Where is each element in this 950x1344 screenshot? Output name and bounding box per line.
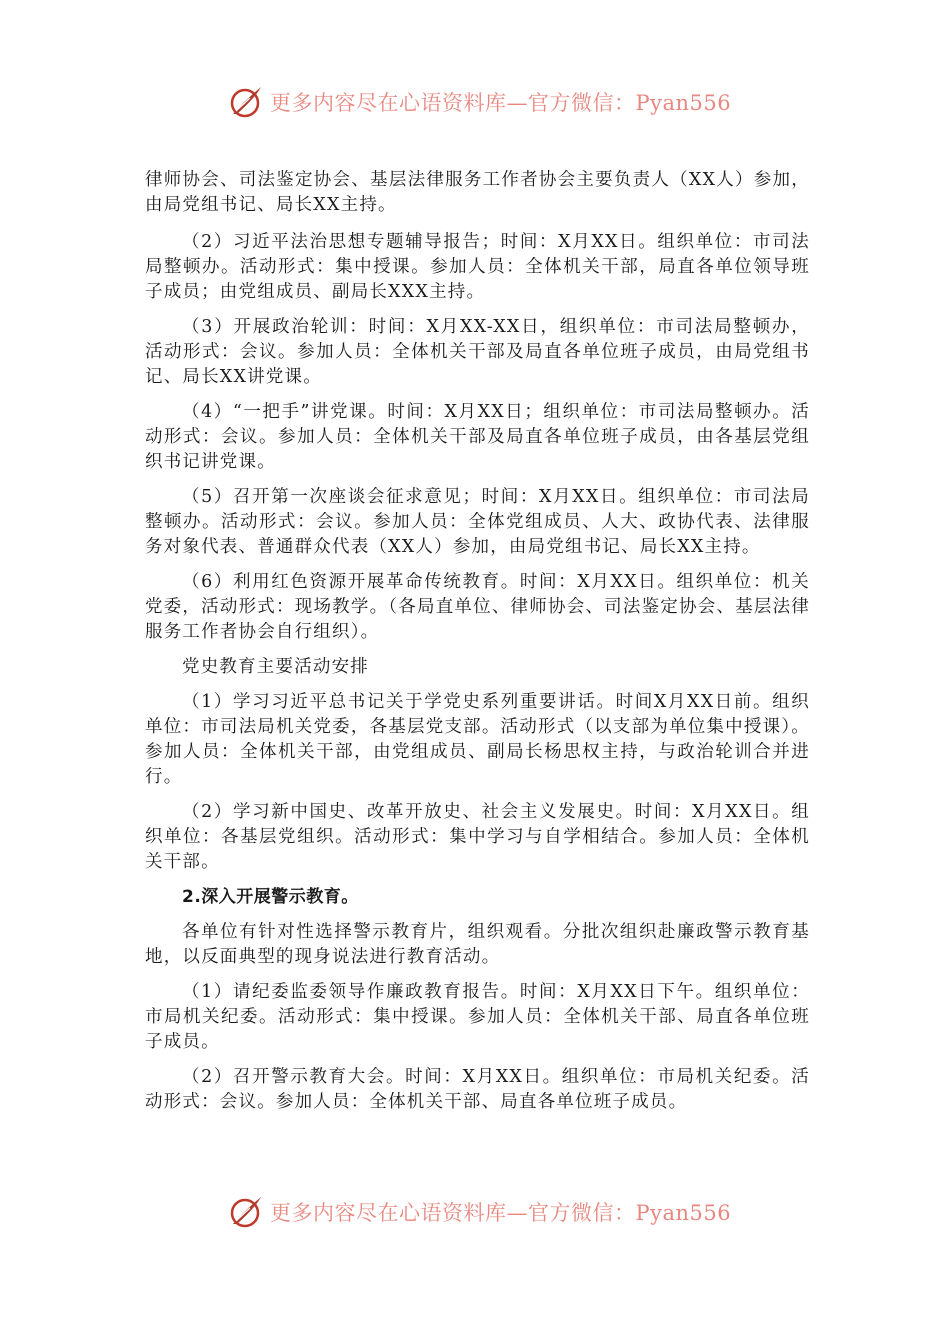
paragraph: （6）利用红色资源开展革命传统教育。时间：X月XX日。组织单位：机关党委，活动形式：现场教学。（各局直单位、律师协会、司法鉴定协会、基层法律服务工作者协会自行组织）。 bbox=[145, 572, 810, 642]
paragraph: （4）“一把手”讲党课。时间：X月XX日；组织单位：市司法局整顿办。活动形式：会议。参加人员：全体机关干部及局直各单位班子成员，由各基层党组织书记讲党课。 bbox=[145, 402, 810, 472]
paragraph: （2）召开警示教育大会。时间：X月XX日。组织单位：市局机关纪委。活动形式：会议。参加人员：全体机关干部、局直各单位班子成员。 bbox=[145, 1067, 810, 1112]
paragraph: 各单位有针对性选择警示教育片，组织观看。分批次组织赴廉政警示教育基地，以反面典型的现身说法进行教育活动。 bbox=[145, 922, 810, 967]
paragraph: （5）召开第一次座谈会征求意见；时间：X月XX日。组织单位：市司法局整顿办。活动形式：会议。参加人员：全体党组成员、人大、政协代表、法律服务对象代表、普通群众代表（XX人）参加，由局党组书记、局长XX主持。 bbox=[145, 487, 810, 557]
document-body bbox=[145, 168, 810, 1125]
paragraph: 律师协会、司法鉴定协会、基层法律服务工作者协会主要负责人（XX人）参加，由局党组书记、局长XX主持。 bbox=[145, 170, 810, 215]
quill-pen-seal-icon bbox=[228, 1194, 264, 1230]
paragraph: （1）请纪委监委领导作廉政教育报告。时间：X月XX日下午。组织单位：市局机关纪委。活动形式：集中授课。参加人员：全体机关干部、局直各单位班子成员。 bbox=[145, 982, 810, 1052]
header-banner-text: 更多内容尽在心语资料库—官方微信：Pyan556 bbox=[270, 91, 732, 115]
footer-banner-text: 更多内容尽在心语资料库—官方微信：Pyan556 bbox=[270, 1201, 732, 1225]
paragraph: （3）开展政治轮训：时间：X月XX-XX日，组织单位：市司法局整顿办，活动形式：会议。参加人员：全体机关干部及局直各单位班子成员，由局党组书记、局长XX讲党课。 bbox=[145, 317, 810, 387]
section-heading: 2.深入开展警示教育。 bbox=[182, 887, 359, 907]
paragraph: （2）习近平法治思想专题辅导报告；时间：X月XX日。组织单位：市司法局整顿办。活动形式：集中授课。参加人员：全体机关干部，局直各单位领导班子成员；由党组成员、副局长XXX主持。 bbox=[145, 232, 810, 302]
paragraph: （2）学习新中国史、改革开放史、社会主义发展史。时间：X月XX日。组织单位：各基层党组织。活动形式：集中学习与自学相结合。参加人员：全体机关干部。 bbox=[145, 802, 810, 872]
paragraph: （1）学习习近平总书记关于学党史系列重要讲话。时间X月XX日前。组织单位：市司法局机关党委，各基层党支部。活动形式（以支部为单位集中授课）。参加人员：全体机关干部，由党组成员、副局长杨思权主持，与政治轮训合并进行。 bbox=[145, 692, 810, 787]
footer-banner bbox=[228, 1192, 748, 1232]
quill-pen-seal-icon bbox=[228, 84, 264, 120]
section-subtitle: 党史教育主要活动安排 bbox=[182, 657, 369, 677]
header-banner bbox=[228, 82, 748, 122]
